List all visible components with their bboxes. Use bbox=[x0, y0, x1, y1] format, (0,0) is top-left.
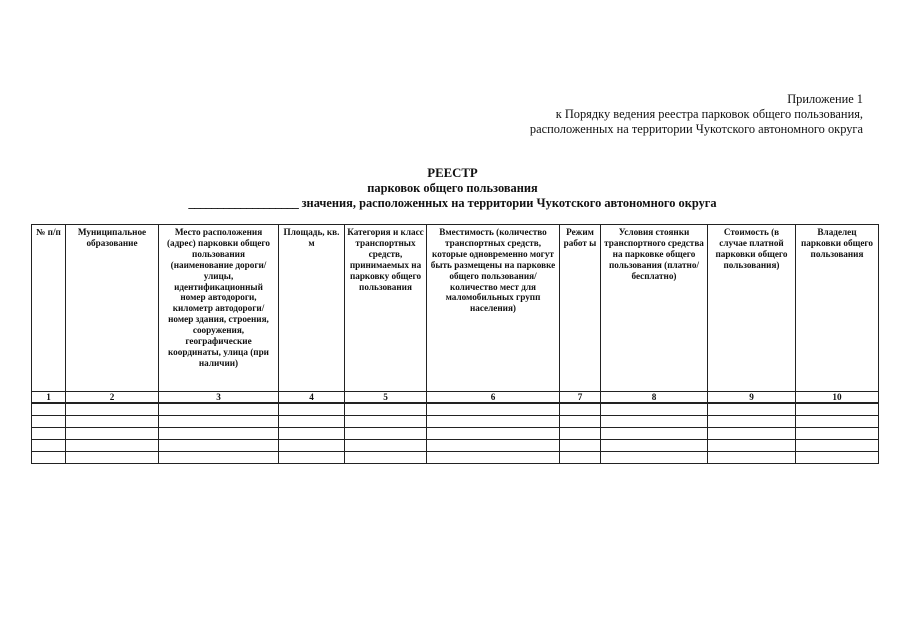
empty-cell bbox=[279, 428, 345, 440]
empty-cell bbox=[708, 403, 796, 416]
column-number: 7 bbox=[560, 392, 601, 404]
empty-cell bbox=[796, 440, 879, 452]
empty-cell bbox=[427, 403, 560, 416]
column-number: 1 bbox=[32, 392, 66, 404]
document-title bbox=[0, 166, 905, 210]
empty-cell bbox=[345, 440, 427, 452]
empty-cell bbox=[796, 403, 879, 416]
empty-cell bbox=[601, 428, 708, 440]
empty-cell bbox=[796, 416, 879, 428]
registry-table bbox=[31, 224, 879, 464]
empty-cell bbox=[345, 416, 427, 428]
title-line-3 bbox=[0, 196, 905, 211]
column-number: 9 bbox=[708, 392, 796, 404]
empty-cell bbox=[427, 416, 560, 428]
empty-cell bbox=[159, 440, 279, 452]
empty-cell bbox=[345, 452, 427, 464]
table-row bbox=[32, 403, 879, 416]
empty-cell bbox=[279, 416, 345, 428]
empty-cell bbox=[601, 440, 708, 452]
column-number: 5 bbox=[345, 392, 427, 404]
table-row bbox=[32, 428, 879, 440]
title-subtitle: парковок общего пользования bbox=[367, 180, 538, 195]
empty-cell bbox=[708, 440, 796, 452]
title-main: РЕЕСТР bbox=[427, 166, 478, 180]
empty-cell bbox=[427, 428, 560, 440]
empty-cell bbox=[560, 440, 601, 452]
empty-cell bbox=[345, 403, 427, 416]
empty-cell bbox=[560, 403, 601, 416]
appendix-line-1: Приложение 1 bbox=[787, 92, 863, 106]
empty-cell bbox=[159, 452, 279, 464]
empty-cell bbox=[32, 403, 66, 416]
empty-cell bbox=[279, 403, 345, 416]
column-number: 8 bbox=[601, 392, 708, 404]
table-row bbox=[32, 416, 879, 428]
header-cell: Площадь, кв. м bbox=[279, 225, 345, 392]
header-cell: Место расположения (адрес) парковки общего пользования (наименование дороги/улицы, идентификационный номер автодороги, километр автодороги/номер здания, строения, сооружения, географические координаты, улица (при наличии) bbox=[159, 225, 279, 392]
empty-cell bbox=[708, 416, 796, 428]
empty-cell bbox=[560, 416, 601, 428]
column-number: 10 bbox=[796, 392, 879, 404]
empty-cell bbox=[796, 452, 879, 464]
header-cell: Владелец парковки общего пользования bbox=[796, 225, 879, 392]
column-number: 2 bbox=[66, 392, 159, 404]
header-cell: Условия стоянки транспортного средства на парковке общего пользования (платно/бесплатно) bbox=[601, 225, 708, 392]
empty-cell bbox=[32, 452, 66, 464]
appendix-line-3: расположенных на территории Чукотского автономного округа bbox=[529, 121, 863, 136]
empty-cell bbox=[279, 440, 345, 452]
empty-cell bbox=[66, 403, 159, 416]
empty-cell bbox=[708, 452, 796, 464]
table-row bbox=[32, 440, 879, 452]
title-line-3-text: значения, расположенных на территории Чукотского автономного округа bbox=[298, 195, 717, 210]
empty-cell bbox=[32, 428, 66, 440]
column-number: 6 bbox=[427, 392, 560, 404]
header-cell: Муниципальное образование bbox=[66, 225, 159, 392]
header-row bbox=[32, 225, 879, 392]
column-number-row bbox=[32, 392, 879, 404]
empty-cell bbox=[66, 440, 159, 452]
title-blank-field: ___________________ bbox=[188, 195, 299, 210]
empty-cell bbox=[345, 428, 427, 440]
header-cell: Стоимость (в случае платной парковки общего пользования) bbox=[708, 225, 796, 392]
empty-cell bbox=[159, 416, 279, 428]
empty-cell bbox=[796, 428, 879, 440]
empty-cell bbox=[66, 452, 159, 464]
empty-cell bbox=[159, 403, 279, 416]
empty-cell bbox=[279, 452, 345, 464]
empty-cell bbox=[32, 416, 66, 428]
header-cell: Вместимость (количество транспортных средств, которые одновременно могут быть размещены на парковке общего пользования/количество мест для маломобильных групп населения) bbox=[427, 225, 560, 392]
empty-cell bbox=[601, 452, 708, 464]
header-cell: № п/п bbox=[32, 225, 66, 392]
empty-cell bbox=[560, 452, 601, 464]
empty-cell bbox=[32, 440, 66, 452]
appendix-line-2: к Порядку ведения реестра парковок общего пользования, bbox=[555, 106, 863, 121]
appendix-note bbox=[530, 92, 863, 136]
header-cell: Категория и класс транспортных средств, принимаемых на парковку общего пользования bbox=[345, 225, 427, 392]
table-row bbox=[32, 452, 879, 464]
empty-cell bbox=[708, 428, 796, 440]
empty-cell bbox=[427, 452, 560, 464]
empty-cell bbox=[66, 428, 159, 440]
empty-cell bbox=[560, 428, 601, 440]
column-number: 4 bbox=[279, 392, 345, 404]
empty-cell bbox=[66, 416, 159, 428]
empty-cell bbox=[601, 403, 708, 416]
column-number: 3 bbox=[159, 392, 279, 404]
empty-cell bbox=[601, 416, 708, 428]
empty-cell bbox=[159, 428, 279, 440]
empty-cell bbox=[427, 440, 560, 452]
header-cell: Режим работ ы bbox=[560, 225, 601, 392]
